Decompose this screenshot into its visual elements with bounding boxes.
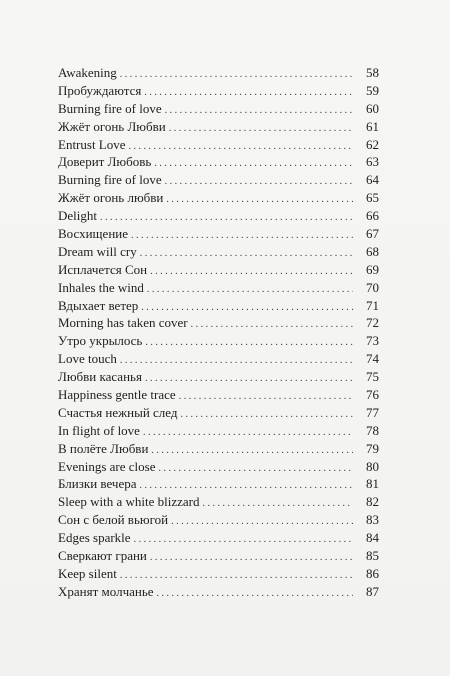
dot-leader — [151, 442, 353, 460]
toc-entry-title: Entrust Love — [58, 136, 126, 152]
toc-entry-page-number: 76 — [366, 387, 379, 403]
dot-leader — [165, 102, 353, 120]
toc-entry-page-number: 74 — [366, 351, 379, 367]
toc-entry-page-number: 61 — [366, 118, 379, 134]
toc-entry-page-number: 82 — [366, 494, 379, 510]
toc-entry-page-number: 85 — [366, 548, 379, 564]
toc-entry-page-number: 83 — [366, 512, 379, 528]
toc-entry — [58, 243, 379, 261]
toc-entry-title: Happiness gentle trace — [58, 387, 176, 403]
toc-entry-page-number: 62 — [366, 136, 379, 152]
toc-entry-page-number: 77 — [366, 404, 379, 420]
toc-entry-title: Сон с белой вьюгой — [58, 512, 169, 528]
dot-leader — [166, 191, 353, 209]
dot-leader — [147, 281, 353, 299]
dot-leader — [120, 352, 353, 370]
toc-entry-title: Восхищение — [58, 226, 129, 242]
dot-leader — [140, 245, 353, 263]
toc-entry — [58, 583, 379, 601]
dot-leader — [145, 334, 353, 352]
dot-leader — [129, 138, 353, 156]
toc-entry-title: Burning fire of love — [58, 100, 162, 116]
toc-entry-title: Утро укрылось — [58, 333, 143, 349]
dot-leader — [134, 531, 353, 549]
toc-entry-page-number: 86 — [366, 565, 379, 581]
toc-entry — [58, 314, 379, 332]
toc-entry — [58, 547, 379, 565]
toc-entry-page-number: 63 — [366, 154, 379, 170]
toc-entry — [58, 458, 379, 476]
toc-entry-title: Love touch — [58, 351, 117, 367]
toc-entry-title: Keep silent — [58, 565, 117, 581]
toc-entry — [58, 404, 379, 422]
toc-entry — [58, 350, 379, 368]
toc-entry-title: Morning has taken cover — [58, 315, 188, 331]
toc-entry-title: В полёте Любви — [58, 440, 149, 456]
dot-leader — [144, 84, 353, 102]
dot-leader — [150, 549, 353, 567]
toc-entry — [58, 207, 379, 225]
dot-leader — [165, 173, 353, 191]
toc-entry — [58, 386, 379, 404]
dot-leader — [169, 120, 353, 138]
toc-entry — [58, 332, 379, 350]
toc-entry-page-number: 65 — [366, 190, 379, 206]
toc-entry-title: Вдыхает ветер — [58, 297, 139, 313]
toc-entry-page-number: 81 — [366, 476, 379, 492]
dot-leader — [120, 66, 353, 84]
toc-entry-title: Исплачется Сон — [58, 261, 148, 277]
toc-entry — [58, 493, 379, 511]
toc-entry-page-number: 73 — [366, 333, 379, 349]
toc-entry-page-number: 80 — [366, 458, 379, 474]
toc-entry — [58, 297, 379, 315]
toc-entry — [58, 136, 379, 154]
toc-entry-page-number: 79 — [366, 440, 379, 456]
toc-entry-title: Счастья нежный след — [58, 404, 178, 420]
table-of-contents — [58, 64, 379, 601]
toc-entry — [58, 82, 379, 100]
dot-leader — [158, 460, 353, 478]
toc-entry-page-number: 78 — [366, 422, 379, 438]
toc-entry — [58, 529, 379, 547]
toc-entry-title: Доверит Любовь — [58, 154, 152, 170]
toc-entry — [58, 279, 379, 297]
toc-entry-page-number: 84 — [366, 530, 379, 546]
toc-entry — [58, 511, 379, 529]
dot-leader — [154, 155, 353, 173]
dot-leader — [157, 585, 353, 603]
toc-entry-title: Burning fire of love — [58, 172, 162, 188]
toc-entry — [58, 100, 379, 118]
dot-leader — [191, 316, 353, 334]
dot-leader — [150, 263, 353, 281]
toc-entry — [58, 565, 379, 583]
toc-entry — [58, 422, 379, 440]
toc-entry — [58, 153, 379, 171]
toc-entry-page-number: 59 — [366, 82, 379, 98]
toc-entry-page-number: 66 — [366, 208, 379, 224]
toc-entry-title: Awakening — [58, 65, 117, 80]
toc-entry-title: In flight of love — [58, 422, 140, 438]
dot-leader — [143, 424, 353, 442]
toc-entry-title: Жжёт огонь Любви — [58, 118, 166, 134]
toc-entry-page-number: 71 — [366, 297, 379, 313]
toc-entry-page-number: 69 — [366, 261, 379, 277]
toc-entry — [58, 225, 379, 243]
toc-entry-title: Пробуждаются — [58, 82, 142, 98]
toc-entry-title: Dream will cry — [58, 243, 137, 259]
toc-entry — [58, 368, 379, 386]
toc-entry-page-number: 67 — [366, 226, 379, 242]
toc-entry-title: Жжёт огонь любви — [58, 190, 164, 206]
toc-entry-title: Любви касанья — [58, 369, 142, 385]
toc-entry-page-number: 60 — [366, 100, 379, 116]
dot-leader — [179, 388, 353, 406]
toc-entry-title: Sleep with a white blizzard — [58, 494, 200, 510]
toc-entry-title: Хранят молчанье — [58, 583, 154, 599]
toc-entry-title: Сверкают грани — [58, 548, 147, 564]
dot-leader — [181, 406, 354, 424]
toc-entry — [58, 261, 379, 279]
toc-entry-title: Близки вечера — [58, 476, 137, 492]
dot-leader — [100, 209, 353, 227]
toc-entry — [58, 189, 379, 207]
toc-entry-page-number: 64 — [366, 172, 379, 188]
toc-entry-page-number: 58 — [366, 65, 379, 80]
toc-entry — [58, 440, 379, 458]
toc-entry — [58, 475, 379, 493]
toc-entry-page-number: 70 — [366, 279, 379, 295]
toc-entry-page-number: 72 — [366, 315, 379, 331]
toc-entry-title: Evenings are close — [58, 458, 156, 474]
toc-entry-page-number: 68 — [366, 243, 379, 259]
toc-entry — [58, 118, 379, 136]
dot-leader — [203, 495, 353, 513]
toc-entry — [58, 64, 379, 82]
dot-leader — [131, 227, 353, 245]
toc-entry-title: Inhales the wind — [58, 279, 144, 295]
toc-entry-title: Delight — [58, 208, 97, 224]
toc-entry-page-number: 75 — [366, 369, 379, 385]
toc-entry-title: Edges sparkle — [58, 530, 131, 546]
toc-entry — [58, 171, 379, 189]
dot-leader — [171, 513, 353, 531]
toc-entry-page-number: 87 — [366, 583, 379, 599]
